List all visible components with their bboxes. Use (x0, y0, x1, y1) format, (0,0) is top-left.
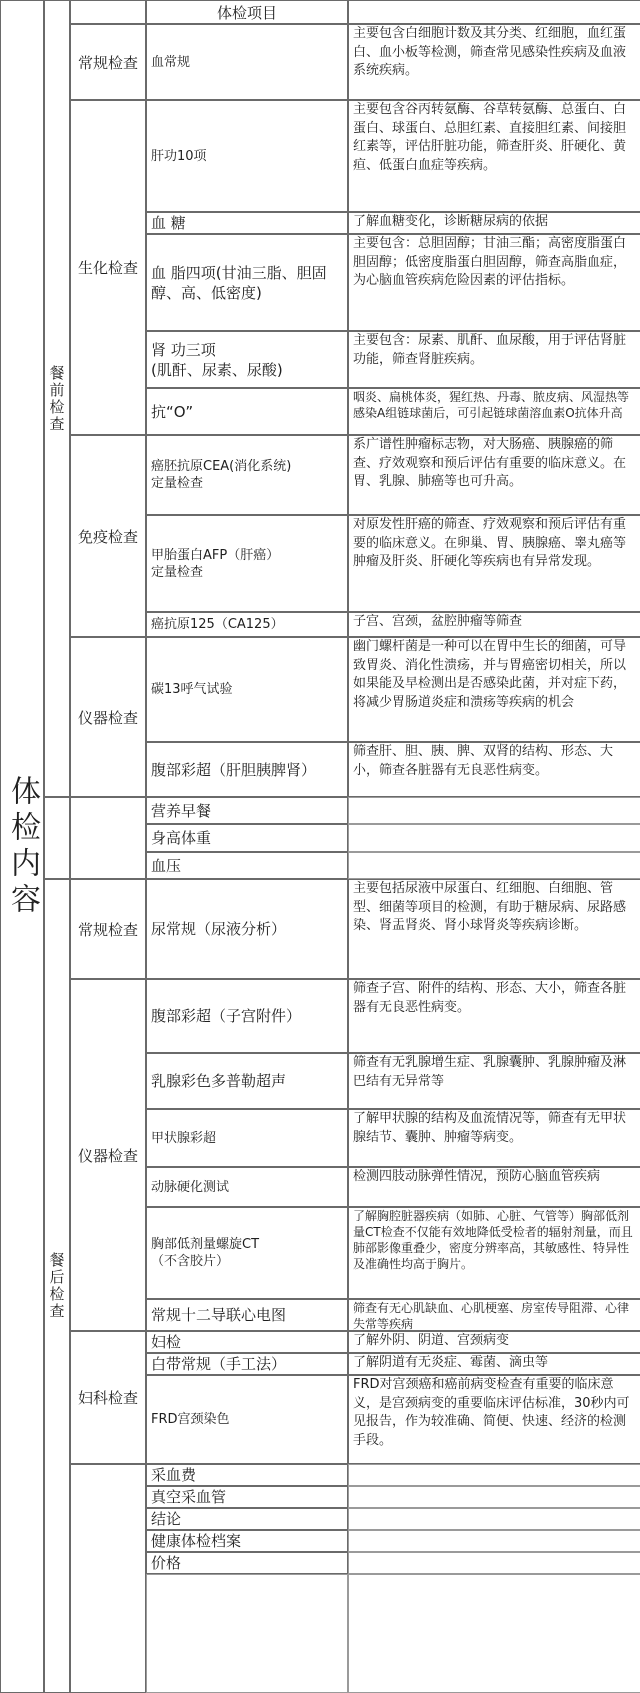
item-blood-fee: 采血费 (146, 1464, 348, 1486)
item-lipid-label: 血 脂四项(甘油三脂、胆固醇、高、低密度) (151, 263, 327, 302)
category-gyne: 妇科检查 (70, 1331, 146, 1464)
desc-c13: 幽门螺杆菌是一种可以在胃中生长的细菌，可导致胃炎、消化性溃疡，并与胃癌密切相关，所以如果能及早检测出是否感染此菌，并对症下药，将减少胃肠道炎症和溃疡等疾病的机会 (348, 637, 640, 742)
section-pre-meal: 餐前检查 (44, 0, 70, 797)
desc-blank (348, 1508, 640, 1530)
desc-liver: 主要包含谷丙转氨酶、谷草转氨酶、总蛋白、白蛋白、球蛋白、总胆红素、直接胆红素、间接胆红素等，评估肝脏功能，筛查肝炎、肝硬化、黄疸、低蛋白血症等疾病。 (348, 100, 640, 212)
desc-aso: 咽炎、扁桃体炎，猩红热、丹毒、脓皮病、风湿热等感染A组链球菌后，可引起链球菌溶血素O抗体升高 (348, 388, 640, 435)
item-afp (146, 515, 348, 612)
item-breakfast: 营养早餐 (146, 797, 348, 824)
item-liver: 肝功10项 (146, 100, 348, 212)
category-biochem: 生化检查 (70, 100, 146, 435)
desc-blank (348, 1486, 640, 1508)
desc-blank (348, 852, 640, 879)
item-leucorrhea: 白带常规（手工法） (146, 1353, 348, 1375)
desc-blank (348, 1552, 640, 1574)
item-price: 价格 (146, 1552, 348, 1574)
item-kidney-line1: 肾 功三项 (151, 340, 216, 359)
item-afp-line2: 定量检查 (151, 564, 204, 580)
desc-abd-us-1: 筛查肝、胆、胰、脾、双肾的结构、形态、大小，筛查各脏器有无良恶性病变。 (348, 742, 640, 797)
desc-ecg: 筛查有无心肌缺血、心肌梗塞、房室传导阻滞、心律失常等疾病 (348, 1299, 640, 1331)
category-blank-2 (70, 1464, 146, 1693)
section-blank (44, 797, 70, 879)
item-tube: 真空采血管 (146, 1486, 348, 1508)
item-lipid (146, 234, 348, 331)
desc-leucorrhea: 了解阴道有无炎症、霉菌、滴虫等 (348, 1353, 640, 1375)
desc-blank (348, 1530, 640, 1552)
item-ct (146, 1207, 348, 1299)
desc-urine: 主要包括尿液中尿蛋白、红细胞、白细胞、管型、细菌等项目的检测，有助于糖尿病、尿路感染、肾盂肾炎、肾小球肾炎等疾病诊断。 (348, 879, 640, 979)
item-cea-line2: 定量检查 (151, 476, 204, 491)
desc-blood-routine: 主要包含白细胞计数及其分类、红细胞，血红蛋白、血小板等检测，筛查常见感染性疾病及血液系统疾病。 (348, 24, 640, 100)
desc-gyn-exam: 了解外阴、阴道、宫颈病变 (348, 1331, 640, 1353)
item-cea (146, 435, 348, 515)
item-frd: FRD宫颈染色 (146, 1375, 348, 1464)
section-post-meal: 餐后检查 (44, 879, 70, 1693)
item-blank (146, 1574, 348, 1693)
item-abd-us-2: 腹部彩超（子宫附件） (146, 979, 348, 1053)
category-blank (70, 797, 146, 879)
item-thyroid: 甲状腺彩超 (146, 1109, 348, 1167)
desc-frd: FRD对宫颈癌和癌前病变检查有重要的临床意义，是宫颈病变的重要临床评估标准，30秒内可见报告，作为较准确、简便、快速、经济的检测手段。 (348, 1375, 640, 1464)
item-archive: 健康体检档案 (146, 1530, 348, 1552)
item-ct-line1: 胸部低剂量螺旋CT (151, 1237, 260, 1252)
item-conclusion: 结论 (146, 1508, 348, 1530)
desc-thyroid: 了解甲状腺的结构及血流情况等，筛查有无甲状腺结节、囊肿、肿瘤等病变。 (348, 1109, 640, 1167)
item-bp: 血压 (146, 852, 348, 879)
item-blood-routine: 血常规 (146, 24, 348, 100)
item-ca125: 癌抗原125（CA125） (146, 612, 348, 637)
desc-blank (348, 1574, 640, 1693)
desc-lipid: 主要包含：总胆固醇；甘油三酯；高密度脂蛋白胆固醇；低密度脂蛋白胆固醇，筛查高脂血症，为心脑血管疾病危险因素的评估指标。 (348, 234, 640, 331)
desc-blank (348, 1464, 640, 1486)
item-height-weight: 身高体重 (146, 824, 348, 852)
item-glucose: 血 糖 (146, 212, 348, 234)
header-project: 体检项目 (146, 0, 348, 24)
item-kidney (146, 331, 348, 388)
item-gyn-exam: 妇检 (146, 1331, 348, 1353)
category-routine-2: 常规检查 (70, 879, 146, 979)
item-breast: 乳腺彩色多普勒超声 (146, 1053, 348, 1109)
item-c13: 碳13呼气试验 (146, 637, 348, 742)
desc-breast: 筛查有无乳腺增生症、乳腺囊肿、乳腺肿瘤及淋巴结有无异常等 (348, 1053, 640, 1109)
header-desc-cell (348, 0, 640, 24)
item-kidney-line2: (肌酐、尿素、尿酸) (151, 360, 283, 379)
desc-ct: 了解胸腔脏器疾病（如肺、心脏、气管等）胸部低剂量CT检查不仅能有效地降低受检者的辐射剂量，而且肺部影像重叠少，密度分辨率高，其敏感性、特异性及准确性均高于胸片。 (348, 1207, 640, 1299)
category-instrument-1: 仪器检查 (70, 637, 146, 797)
item-aso: 抗“O” (146, 388, 348, 435)
category-instrument-2: 仪器检查 (70, 979, 146, 1331)
category-routine: 常规检查 (70, 24, 146, 100)
desc-afp: 对原发性肝癌的筛查、疗效观察和预后评估有重要的临床意义。在卵巢、胃、胰腺癌、睾丸癌等肿瘤及肝炎、肝硬化等疾病也有异常发现。 (348, 515, 640, 612)
desc-blank (348, 797, 640, 824)
desc-kidney: 主要包含：尿素、肌酐、血尿酸，用于评估肾脏功能，筛查肾脏疾病。 (348, 331, 640, 388)
main-title: 体检内容 (0, 0, 44, 1693)
item-cea-line1: 癌胚抗原CEA(消化系统) (151, 459, 292, 474)
item-abd-us-1: 腹部彩超（肝胆胰脾肾） (146, 742, 348, 797)
desc-abd-us-2: 筛查子宫、附件的结构、形态、大小，筛查各脏器有无良恶性病变。 (348, 979, 640, 1053)
category-immune: 免疫检查 (70, 435, 146, 637)
desc-artery: 检测四肢动脉弹性情况，预防心脑血管疾病 (348, 1167, 640, 1207)
header-category-cell (70, 0, 146, 24)
item-ct-line2: （不含胶片） (151, 1254, 230, 1269)
desc-blank (348, 824, 640, 852)
item-afp-line1: 甲胎蛋白AFP（肝癌） (151, 547, 280, 563)
desc-ca125: 子宫、宫颈，盆腔肿瘤等筛查 (348, 612, 640, 637)
desc-glucose: 了解血糖变化，诊断糖尿病的依据 (348, 212, 640, 234)
desc-cea: 系广谱性肿瘤标志物，对大肠癌、胰腺癌的筛查、疗效观察和预后评估有重要的临床意义。在胃、乳腺、肺癌等也可升高。 (348, 435, 640, 515)
item-ecg: 常规十二导联心电图 (146, 1299, 348, 1331)
item-artery: 动脉硬化测试 (146, 1167, 348, 1207)
item-urine: 尿常规（尿液分析） (146, 879, 348, 979)
